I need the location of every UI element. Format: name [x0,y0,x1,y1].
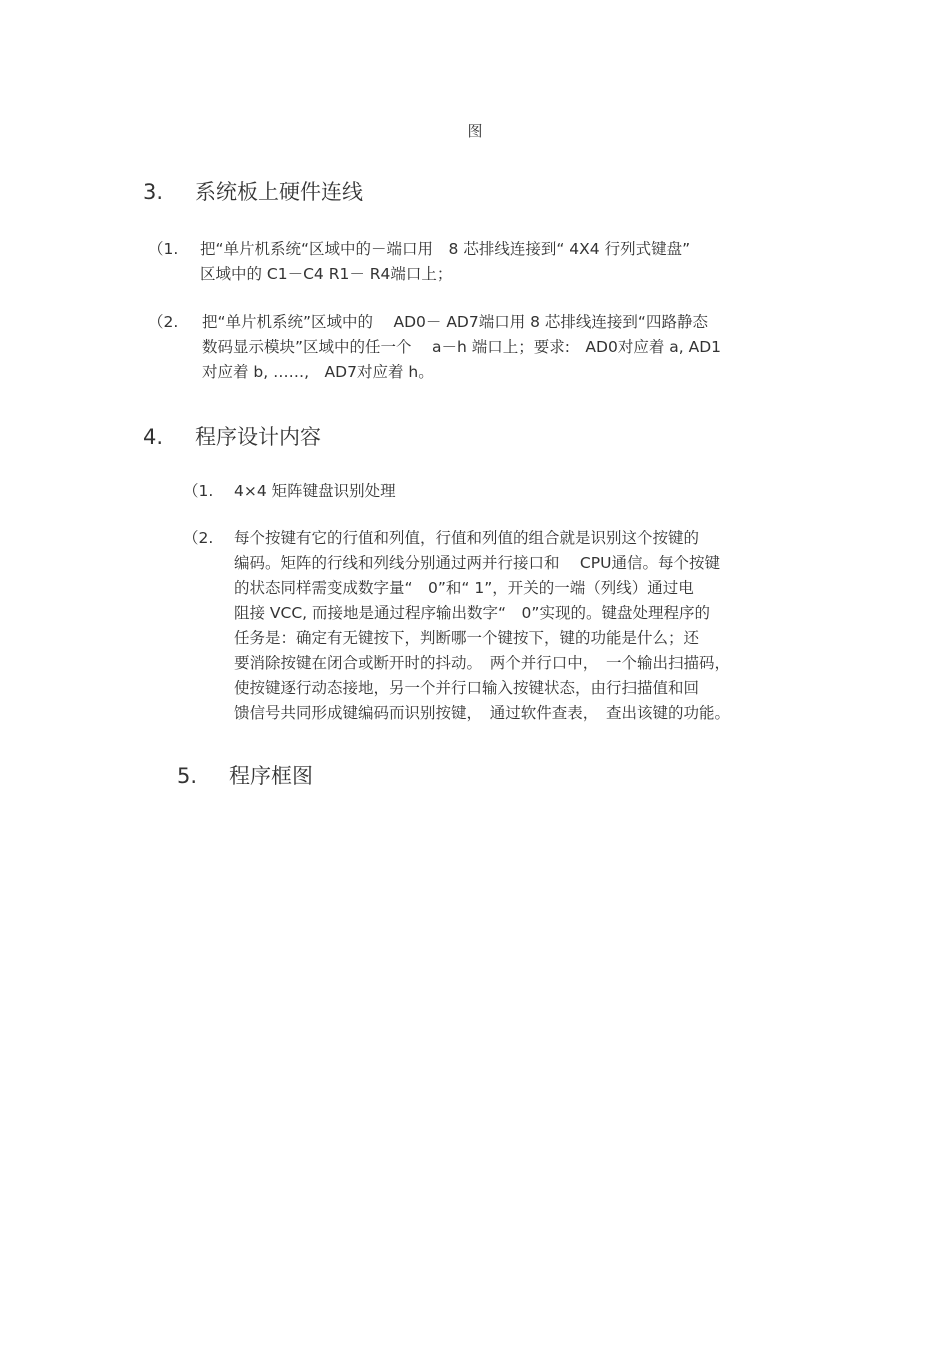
text-line: 数码显示模块”区域中的任一个 a－h 端口上；要求: AD0对应着 a, AD1 [202,338,722,356]
section-5-heading [177,760,313,790]
list-item [148,310,848,388]
section-number: 4. [143,425,164,449]
list-item-text [202,310,721,385]
section-title: 系统板上硬件连线 [195,180,363,204]
section-number: 3. [143,180,164,204]
section-number: 5. [177,764,198,788]
list-marker: （2. [148,313,179,331]
text-line: 区域中的 C1－C4 R1－ R4端口上； [200,265,453,283]
figure-caption: 图 [467,122,483,140]
list-item-text [234,479,396,504]
text-line: 4×4 矩阵键盘识别处理 [234,482,396,500]
section-title: 程序设计内容 [195,425,321,449]
list-item [148,237,848,289]
text-line: 的状态同样需变成数字量“ 0”和“ 1”，开关的一端（列线）通过电 [234,579,694,597]
section-4-heading [143,421,321,451]
list-item-text [200,237,690,287]
list-marker: （1. [148,240,179,258]
text-line: 把“单片机系统”区域中的 AD0－ AD7端口用 8 芯排线连接到“四路静态 [202,313,708,331]
list-marker: （2. [183,529,214,547]
list-item [183,479,843,505]
list-item [183,526,843,726]
list-marker: （1. [183,482,214,500]
text-line: 使按键逐行动态接地，另一个并行口输入按键状态，由行扫描值和回 [234,679,700,697]
text-line: 把“单片机系统“区域中的－端口用 8 芯排线连接到“ 4X4 行列式键盘” [200,240,691,258]
text-line: 编码。矩阵的行线和列线分别通过两并行接口和 CPU通信。每个按键 [234,554,720,572]
section-3-heading [143,176,363,206]
text-line: 对应着 b, ……, AD7对应着 h。 [202,363,434,381]
text-line: 要消除按键在闭合或断开时的抖动。 两个并行口中， 一个输出扫描码， [234,654,731,672]
section-title: 程序框图 [229,764,313,788]
text-line: 阻接 VCC, 而接地是通过程序输出数字“ 0”实现的。键盘处理程序的 [234,604,710,622]
list-item-text [234,526,730,726]
text-line: 每个按键有它的行值和列值，行值和列值的组合就是识别这个按键的 [234,529,700,547]
text-line: 馈信号共同形成键编码而识别按键， 通过软件查表， 查出该键的功能。 [234,704,731,722]
text-line: 任务是：确定有无键按下，判断哪一个键按下，键的功能是什么；还 [234,629,700,647]
